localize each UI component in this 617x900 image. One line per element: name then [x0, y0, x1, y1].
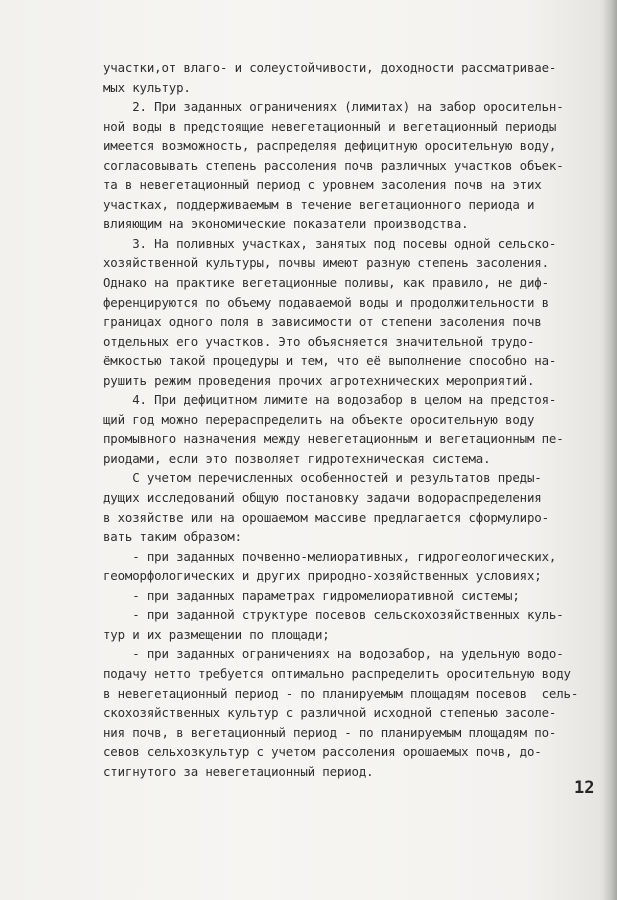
- text-line: имеется возможность, распределяя дефицитную оросительную воду,: [103, 138, 557, 154]
- text-line: - при заданных параметрах гидромелиоративной системы;: [103, 587, 520, 603]
- text-line: та в невегетационный период с уровнем засоления почв на этих: [103, 177, 542, 193]
- text-line: вать таким образом:: [103, 529, 242, 545]
- text-line: мых культур.: [103, 79, 191, 95]
- page-number: 12: [574, 778, 595, 798]
- text-line: ния почв, в вегетационный период - по планируемым площадям по-: [103, 724, 557, 740]
- text-line: ной воды в предстоящие невегетационный и вегетационный периоды: [103, 118, 557, 134]
- text-line: согласовывать степень рассоления почв различных участков объек-: [103, 157, 564, 173]
- text-line: рушить режим проведения прочих агротехнических мероприятий.: [103, 372, 535, 388]
- text-line: - при заданных почвенно-мелиоративных, гидрогеологических,: [103, 548, 557, 564]
- text-line: 3. На поливных участках, занятых под посевы одной сельско-: [103, 235, 557, 251]
- text-line: влияющим на экономические показатели производства.: [103, 216, 469, 232]
- text-line: скохозяйственных культур с различной исходной степенью засоле-: [103, 705, 557, 721]
- text-line: геоморфологических и других природно-хозяйственных условиях;: [103, 568, 542, 584]
- text-line: - при заданной структуре посевов сельскохозяйственных куль-: [103, 607, 564, 623]
- text-line: хозяйственной культуры, почвы имеют разную степень засоления.: [103, 255, 549, 271]
- text-line: подачу нетто требуется оптимально распределить оросительную воду: [103, 665, 571, 681]
- text-line: участки,от влаго- и солеустойчивости, доходности рассматривае-: [103, 60, 557, 75]
- text-line: промывного назначения между невегетационным и вегетационным пе-: [103, 431, 564, 447]
- text-line: стигнутого за невегетационный период.: [103, 763, 374, 779]
- text-line: севов сельхозкультур с учетом рассоления орошаемых почв, до-: [103, 744, 542, 760]
- text-line: границах одного поля в зависимости от степени засоления почв: [103, 314, 542, 330]
- text-line: щий год можно перераспределить на объекте оросительную воду: [103, 411, 535, 427]
- text-line: ёмкостью такой процедуры и тем, что её выполнение способно на-: [103, 353, 557, 369]
- text-line: 2. При заданных ограничениях (лимитах) на забор оросительн-: [103, 99, 564, 115]
- text-line: дущих исследований общую постановку задачи водораспределения: [103, 490, 542, 506]
- text-line: тур и их размещении по площади;: [103, 626, 330, 642]
- text-line: в невегетационный период - по планируемым площадям посевов сель-: [103, 685, 579, 701]
- text-line: С учетом перечисленных особенностей и результатов преды-: [103, 470, 542, 486]
- text-line: - при заданных ограничениях на водозабор, на удельную водо-: [103, 646, 564, 662]
- text-line: риодами, если это позволяет гидротехническая система.: [103, 450, 491, 466]
- body-text: [103, 58, 603, 781]
- text-line: участках, поддерживаемым в течение вегетационного периода и: [103, 196, 535, 212]
- text-line: 4. При дефицитном лимите на водозабор в целом на предстоя-: [103, 392, 557, 408]
- text-line: отдельных его участков. Это объясняется значительной трудо-: [103, 333, 535, 349]
- text-line: Однако на практике вегетационные поливы, как правило, не диф-: [103, 275, 549, 291]
- text-line: в хозяйстве или на орошаемом массиве предлагается сформулиро-: [103, 509, 549, 525]
- text-line: ференцируются по объему подаваемой воды и продолжительности в: [103, 294, 549, 310]
